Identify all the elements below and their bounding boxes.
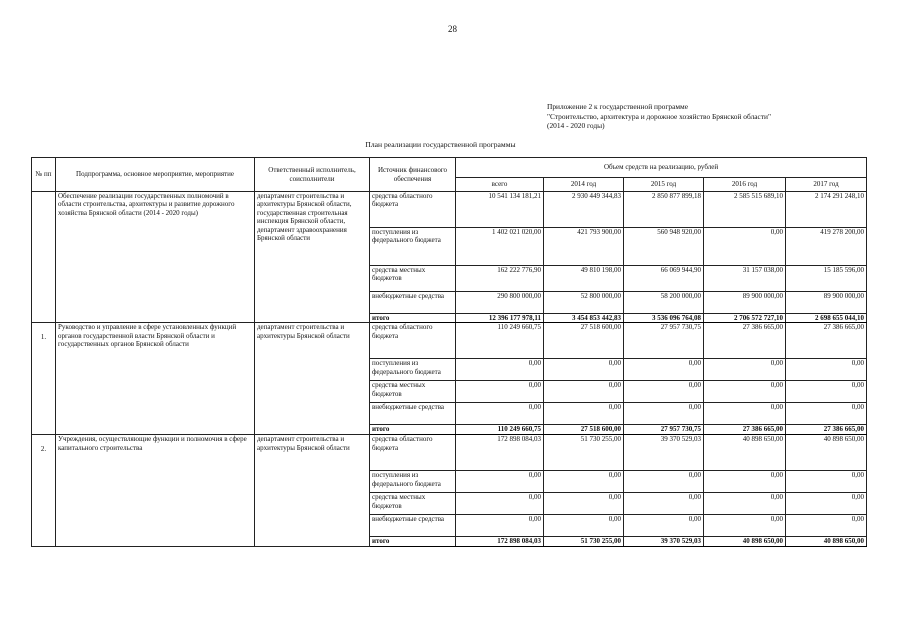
amount-2014: 421 793 900,00 [544,228,624,266]
funding-source: внебюджетные средства [370,403,456,425]
row-number: 1. [32,323,56,435]
funding-source: внебюджетные средства [370,292,456,314]
funding-source: средства областного бюджета [370,323,456,359]
amount-2017: 40 898 650,00 [786,435,867,471]
amount-total: 172 898 084,03 [456,537,544,547]
amount-2014: 27 518 600,00 [544,425,624,435]
plan-table [31,157,867,547]
amount-2015: 3 536 096 764,08 [624,314,704,323]
amount-total: 1 402 021 020,00 [456,228,544,266]
executor: департамент строительства и архитектуры Брянской области, государственная строительная инспекция Брянской области, департамент здравоохранения Брянской области [255,192,370,323]
amount-total: 0,00 [456,381,544,403]
amount-2017: 2 174 291 248,10 [786,192,867,228]
amount-2014: 3 454 853 442,83 [544,314,624,323]
executor: департамент строительства и архитектуры Брянской области [255,323,370,435]
amount-2017: 27 386 665,00 [786,425,867,435]
amount-2016: 0,00 [704,471,786,493]
amount-2016: 40 898 650,00 [704,435,786,471]
amount-2015: 0,00 [624,403,704,425]
page-number: 28 [448,24,457,34]
amount-2015: 27 957 730,75 [624,323,704,359]
amount-2015: 0,00 [624,359,704,381]
funding-source: средства областного бюджета [370,192,456,228]
amount-2017: 0,00 [786,493,867,515]
table-row [32,435,867,471]
funding-source: поступления из федерального бюджета [370,228,456,266]
header-volume: Объем средств на реализацию, рублей [456,158,867,178]
amount-2017: 89 900 000,00 [786,292,867,314]
table-row [32,192,867,228]
amount-2014: 51 730 255,00 [544,537,624,547]
amount-2016: 89 900 000,00 [704,292,786,314]
appendix-line-1: Приложение 2 к государственной программе [547,102,689,111]
funding-source: средства местных бюджетов [370,381,456,403]
amount-total: 290 800 000,00 [456,292,544,314]
amount-total: 0,00 [456,359,544,381]
amount-2017: 0,00 [786,359,867,381]
amount-2015: 0,00 [624,515,704,537]
activity-name: Руководство и управление в сфере установленных функций органов государственной власти Брянской области и государственных органов Брянской области [56,323,255,435]
amount-2017: 0,00 [786,403,867,425]
activity-name: Обеспечение реализации государственных полномочий в области строительства, архитектуры и развитие дорожного хозяйства Брянской области (2014 - 2020 годы) [56,192,255,323]
amount-total: 0,00 [456,403,544,425]
activity-name: Учреждения, осуществляющие функции и полномочия в сфере капитального строительства [56,435,255,547]
amount-2015: 58 200 000,00 [624,292,704,314]
funding-source: средства областного бюджета [370,435,456,471]
amount-2016: 0,00 [704,403,786,425]
header-executor: Ответственный исполнитель, соисполнители [255,158,370,192]
amount-2016: 40 898 650,00 [704,537,786,547]
amount-2015: 39 370 529,03 [624,435,704,471]
amount-2015: 560 948 920,00 [624,228,704,266]
header-source: Источник финансового обеспечения [370,158,456,192]
table-body [32,192,867,547]
header-total: всего [456,178,544,192]
amount-2014: 0,00 [544,471,624,493]
amount-2014: 0,00 [544,359,624,381]
amount-2014: 0,00 [544,493,624,515]
amount-2016: 27 386 665,00 [704,425,786,435]
amount-total: 0,00 [456,493,544,515]
header-subprogram: Подпрограмма, основное мероприятие, мероприятие [56,158,255,192]
amount-2015: 66 069 944,90 [624,266,704,292]
amount-2016: 27 386 665,00 [704,323,786,359]
amount-2015: 27 957 730,75 [624,425,704,435]
funding-source: средства местных бюджетов [370,266,456,292]
amount-2016: 2 585 515 689,10 [704,192,786,228]
amount-2016: 2 706 572 727,10 [704,314,786,323]
appendix-line-3: (2014 - 2020 годы) [547,121,605,131]
executor: департамент строительства и архитектуры Брянской области [255,435,370,547]
row-number: 2. [32,435,56,547]
amount-total: 110 249 660,75 [456,425,544,435]
amount-2017: 27 386 665,00 [786,323,867,359]
funding-source: поступления из федерального бюджета [370,471,456,493]
amount-2016: 0,00 [704,359,786,381]
amount-2017: 2 698 655 044,10 [786,314,867,323]
funding-source: итого [370,425,456,435]
amount-total: 172 898 084,03 [456,435,544,471]
amount-2014: 0,00 [544,515,624,537]
amount-2014: 49 810 198,00 [544,266,624,292]
amount-2016: 0,00 [704,228,786,266]
amount-total: 0,00 [456,515,544,537]
header-2015: 2015 год [624,178,704,192]
amount-2017: 40 898 650,00 [786,537,867,547]
amount-2016: 0,00 [704,515,786,537]
amount-2017: 0,00 [786,381,867,403]
amount-2016: 31 157 038,00 [704,266,786,292]
amount-2017: 0,00 [786,515,867,537]
amount-2017: 419 278 200,00 [786,228,867,266]
amount-2014: 27 518 600,00 [544,323,624,359]
amount-2014: 0,00 [544,381,624,403]
amount-2014: 2 930 449 344,83 [544,192,624,228]
funding-source: внебюджетные средства [370,515,456,537]
header-2017: 2017 год [786,178,867,192]
table-row [32,323,867,359]
amount-total: 110 249 660,75 [456,323,544,359]
amount-2015: 2 850 877 899,18 [624,192,704,228]
amount-2017: 15 185 596,00 [786,266,867,292]
amount-total: 12 396 177 978,11 [456,314,544,323]
amount-2015: 0,00 [624,493,704,515]
header-num: № пп [32,158,56,192]
funding-source: итого [370,314,456,323]
amount-2014: 0,00 [544,403,624,425]
amount-2014: 52 800 000,00 [544,292,624,314]
amount-2015: 39 370 529,03 [624,537,704,547]
amount-2016: 0,00 [704,381,786,403]
plan-title: План реализации государственной программы [365,140,516,149]
funding-source: поступления из федерального бюджета [370,359,456,381]
row-number [32,192,56,323]
appendix-line-2: "Строительство, архитектура и дорожное хозяйство Брянской области" [547,111,772,121]
amount-2014: 51 730 255,00 [544,435,624,471]
amount-total: 10 541 134 181,21 [456,192,544,228]
header-2016: 2016 год [704,178,786,192]
header-2014: 2014 год [544,178,624,192]
amount-2017: 0,00 [786,471,867,493]
funding-source: итого [370,537,456,547]
amount-2015: 0,00 [624,381,704,403]
appendix-note [547,102,771,131]
amount-2016: 0,00 [704,493,786,515]
amount-total: 0,00 [456,471,544,493]
amount-2015: 0,00 [624,471,704,493]
funding-source: средства местных бюджетов [370,493,456,515]
amount-total: 162 222 776,90 [456,266,544,292]
